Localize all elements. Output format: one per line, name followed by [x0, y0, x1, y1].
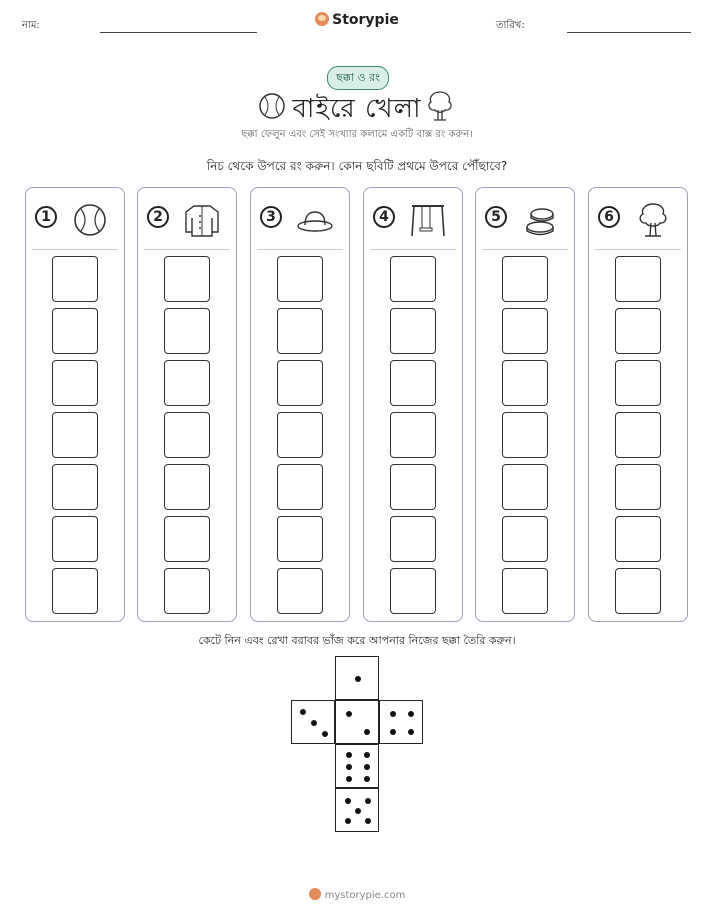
column-5: [475, 187, 575, 622]
dice-face-1: [335, 656, 379, 700]
page-title: বাইরে খেলা: [292, 94, 422, 124]
divider: [144, 249, 230, 250]
dice-pip: [364, 752, 370, 758]
dice-pip: [408, 729, 414, 735]
color-box[interactable]: [390, 568, 436, 614]
color-box[interactable]: [52, 412, 98, 458]
color-box[interactable]: [164, 360, 210, 406]
dice-pip: [390, 729, 396, 735]
dice-face-2: [335, 700, 379, 744]
color-box[interactable]: [52, 360, 98, 406]
divider: [482, 249, 568, 250]
topic-tag: ছক্কা ও রং: [327, 66, 389, 90]
dice-pip: [364, 729, 370, 735]
name-label: নাম:: [22, 20, 40, 31]
column-4: [363, 187, 463, 622]
color-box[interactable]: [277, 308, 323, 354]
jacket-icon: [182, 200, 222, 240]
color-box[interactable]: [52, 464, 98, 510]
color-box[interactable]: [502, 516, 548, 562]
dice-pip: [408, 711, 414, 717]
color-box[interactable]: [615, 360, 661, 406]
sunscreen-icon: [520, 200, 560, 240]
divider: [595, 249, 681, 250]
tree-icon: [424, 88, 456, 122]
divider: [370, 249, 456, 250]
color-box[interactable]: [164, 568, 210, 614]
dice-pip: [364, 764, 370, 770]
storypie-logo-icon: [315, 12, 329, 26]
column-number: 6: [598, 206, 620, 228]
swing-icon: [408, 200, 448, 240]
brand-logo: [0, 12, 714, 28]
footer: [0, 888, 714, 901]
date-label: তারিখ:: [496, 20, 525, 31]
color-box[interactable]: [502, 464, 548, 510]
cut-instruction: কেটে নিন এবং রেখা বরাবর ভাঁজ করে আপনার নিজের ছক্কা তৈরি করুন।: [198, 634, 516, 647]
brand-name: Storypie: [332, 12, 399, 28]
color-box[interactable]: [52, 568, 98, 614]
column-number: 2: [147, 206, 169, 228]
color-box[interactable]: [615, 412, 661, 458]
color-box[interactable]: [52, 256, 98, 302]
color-box[interactable]: [615, 464, 661, 510]
column-number: 1: [35, 206, 57, 228]
color-box[interactable]: [277, 464, 323, 510]
color-box[interactable]: [502, 412, 548, 458]
dice-pip: [322, 731, 328, 737]
storypie-logo-icon: [309, 888, 321, 900]
dice-pip: [346, 752, 352, 758]
color-box[interactable]: [390, 412, 436, 458]
column-2: [137, 187, 237, 622]
divider: [257, 249, 343, 250]
color-box[interactable]: [164, 412, 210, 458]
dice-pip: [355, 808, 361, 814]
baseball-icon: [70, 200, 110, 240]
dice-pip: [364, 776, 370, 782]
color-box[interactable]: [615, 308, 661, 354]
color-box[interactable]: [164, 516, 210, 562]
dice-pip: [311, 720, 317, 726]
dice-pip: [365, 798, 371, 804]
color-box[interactable]: [277, 360, 323, 406]
dice-pip: [365, 818, 371, 824]
column-3: [250, 187, 350, 622]
color-box[interactable]: [277, 256, 323, 302]
color-box[interactable]: [164, 464, 210, 510]
footer-url: mystorypie.com: [324, 890, 406, 901]
dice-pip: [346, 776, 352, 782]
dice-pip: [390, 711, 396, 717]
dice-pip: [345, 798, 351, 804]
subtitle: ছক্কা ফেলুন এবং সেই সংখ্যার কলামে একটি বাক্স রং করুন।: [241, 129, 473, 140]
color-box[interactable]: [615, 516, 661, 562]
column-number: 3: [260, 206, 282, 228]
color-box[interactable]: [615, 568, 661, 614]
color-box[interactable]: [390, 516, 436, 562]
color-box[interactable]: [52, 308, 98, 354]
name-line[interactable]: [100, 32, 257, 33]
dice-face-4: [379, 700, 423, 744]
date-line[interactable]: [567, 32, 691, 33]
color-box[interactable]: [390, 360, 436, 406]
column-number: 4: [373, 206, 395, 228]
color-box[interactable]: [390, 256, 436, 302]
column-1: [25, 187, 125, 622]
column-6: [588, 187, 688, 622]
color-box[interactable]: [390, 308, 436, 354]
divider: [32, 249, 118, 250]
dice-pip: [355, 676, 361, 682]
color-box[interactable]: [390, 464, 436, 510]
color-box[interactable]: [615, 256, 661, 302]
dice-pip: [346, 711, 352, 717]
color-box[interactable]: [502, 256, 548, 302]
dice-face-6: [335, 744, 379, 788]
column-number: 5: [485, 206, 507, 228]
color-box[interactable]: [277, 412, 323, 458]
color-box[interactable]: [277, 568, 323, 614]
dice-face-3: [291, 700, 335, 744]
sun-hat-icon: [295, 200, 335, 240]
instruction: নিচ থেকে উপরে রং করুন। কোন ছবিটি প্রথমে উপরে পৌঁছাবে?: [206, 159, 508, 173]
dice-pip: [345, 818, 351, 824]
dice-pip: [300, 709, 306, 715]
dice-face-5: [335, 788, 379, 832]
color-box[interactable]: [277, 516, 323, 562]
color-box[interactable]: [164, 308, 210, 354]
color-box[interactable]: [164, 256, 210, 302]
color-box[interactable]: [502, 308, 548, 354]
dice-pip: [346, 764, 352, 770]
color-box[interactable]: [52, 516, 98, 562]
tree-icon: [633, 200, 673, 240]
color-box[interactable]: [502, 360, 548, 406]
color-box[interactable]: [502, 568, 548, 614]
